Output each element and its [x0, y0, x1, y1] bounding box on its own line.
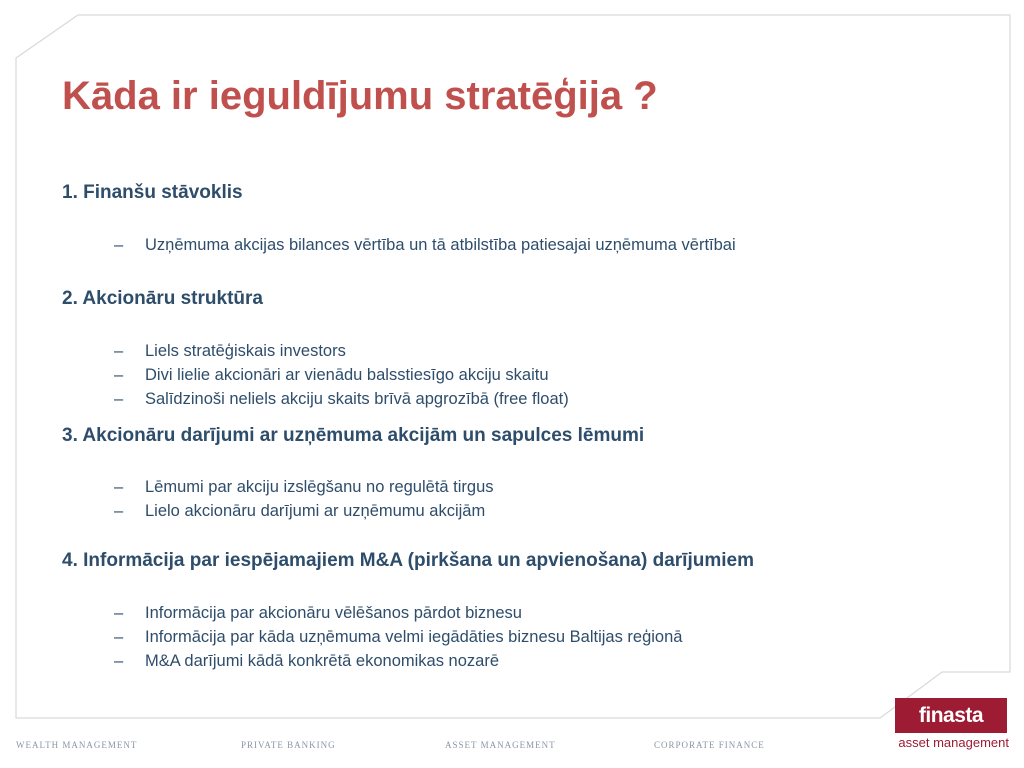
footer-corporate-finance: CORPORATE FINANCE — [654, 740, 765, 750]
footer-asset-management: ASSET MANAGEMENT — [445, 740, 556, 750]
list-item: – Divi lielie akcionāri ar vienādu balsstiesīgo akciju skaitu — [62, 363, 962, 387]
section-heading: 3. Akcionāru darījumi ar uzņēmuma akcijām un sapulces lēmumi — [62, 425, 645, 446]
dash-marker: – — [114, 604, 124, 622]
footer-wealth-management: WEALTH MANAGEMENT — [16, 740, 138, 750]
dash-marker: – — [114, 236, 124, 254]
list-item: – Salīdzinoši neliels akciju skaits brīvā apgrozībā (free float) — [62, 387, 962, 411]
list-item: – Uzņēmuma akcijas bilances vērtība un tā atbilstība patiesajai uzņēmuma vērtībai — [62, 233, 962, 257]
section-shareholder-structure — [62, 286, 962, 411]
footer-services — [0, 740, 1024, 756]
section-ma-information — [62, 548, 962, 673]
bullet-list — [62, 601, 962, 673]
bullet-list — [62, 233, 962, 257]
dash-marker: – — [114, 652, 124, 670]
slide-title: Kāda ir ieguldījumu stratēģija ? — [62, 74, 658, 118]
list-item: – Informācija par akcionāru vēlēšanos pārdot biznesu — [62, 601, 962, 625]
list-item: – M&A darījumi kādā konkrētā ekonomikas nozarē — [62, 649, 962, 673]
section-shareholder-transactions — [62, 423, 962, 523]
slide-content — [62, 180, 962, 673]
section-financial-status — [62, 180, 962, 257]
list-item: – Lielo akcionāru darījumi ar uzņēmumu akcijām — [62, 499, 962, 523]
section-heading: 2. Akcionāru struktūra — [62, 288, 263, 309]
list-item: – Lēmumi par akciju izslēgšanu no regulētā tirgus — [62, 475, 962, 499]
section-heading: 4. Informācija par iespējamajiem M&A (pirkšana un apvienošana) darījumiem — [62, 550, 754, 571]
section-heading: 1. Finanšu stāvoklis — [62, 182, 243, 203]
dash-marker: – — [114, 502, 124, 520]
list-item: – Informācija par kāda uzņēmuma velmi iegādāties biznesu Baltijas reģionā — [62, 625, 962, 649]
logo-subtitle: asset management — [898, 735, 1009, 750]
footer-private-banking: PRIVATE BANKING — [241, 740, 336, 750]
dash-marker: – — [114, 628, 124, 646]
dash-marker: – — [114, 478, 124, 496]
dash-marker: – — [114, 390, 124, 408]
bullet-list — [62, 339, 962, 411]
dash-marker: – — [114, 342, 124, 360]
bullet-list — [62, 475, 962, 523]
list-item: – Liels stratēģiskais investors — [62, 339, 962, 363]
finasta-logo: finasta — [895, 698, 1007, 733]
dash-marker: – — [114, 366, 124, 384]
